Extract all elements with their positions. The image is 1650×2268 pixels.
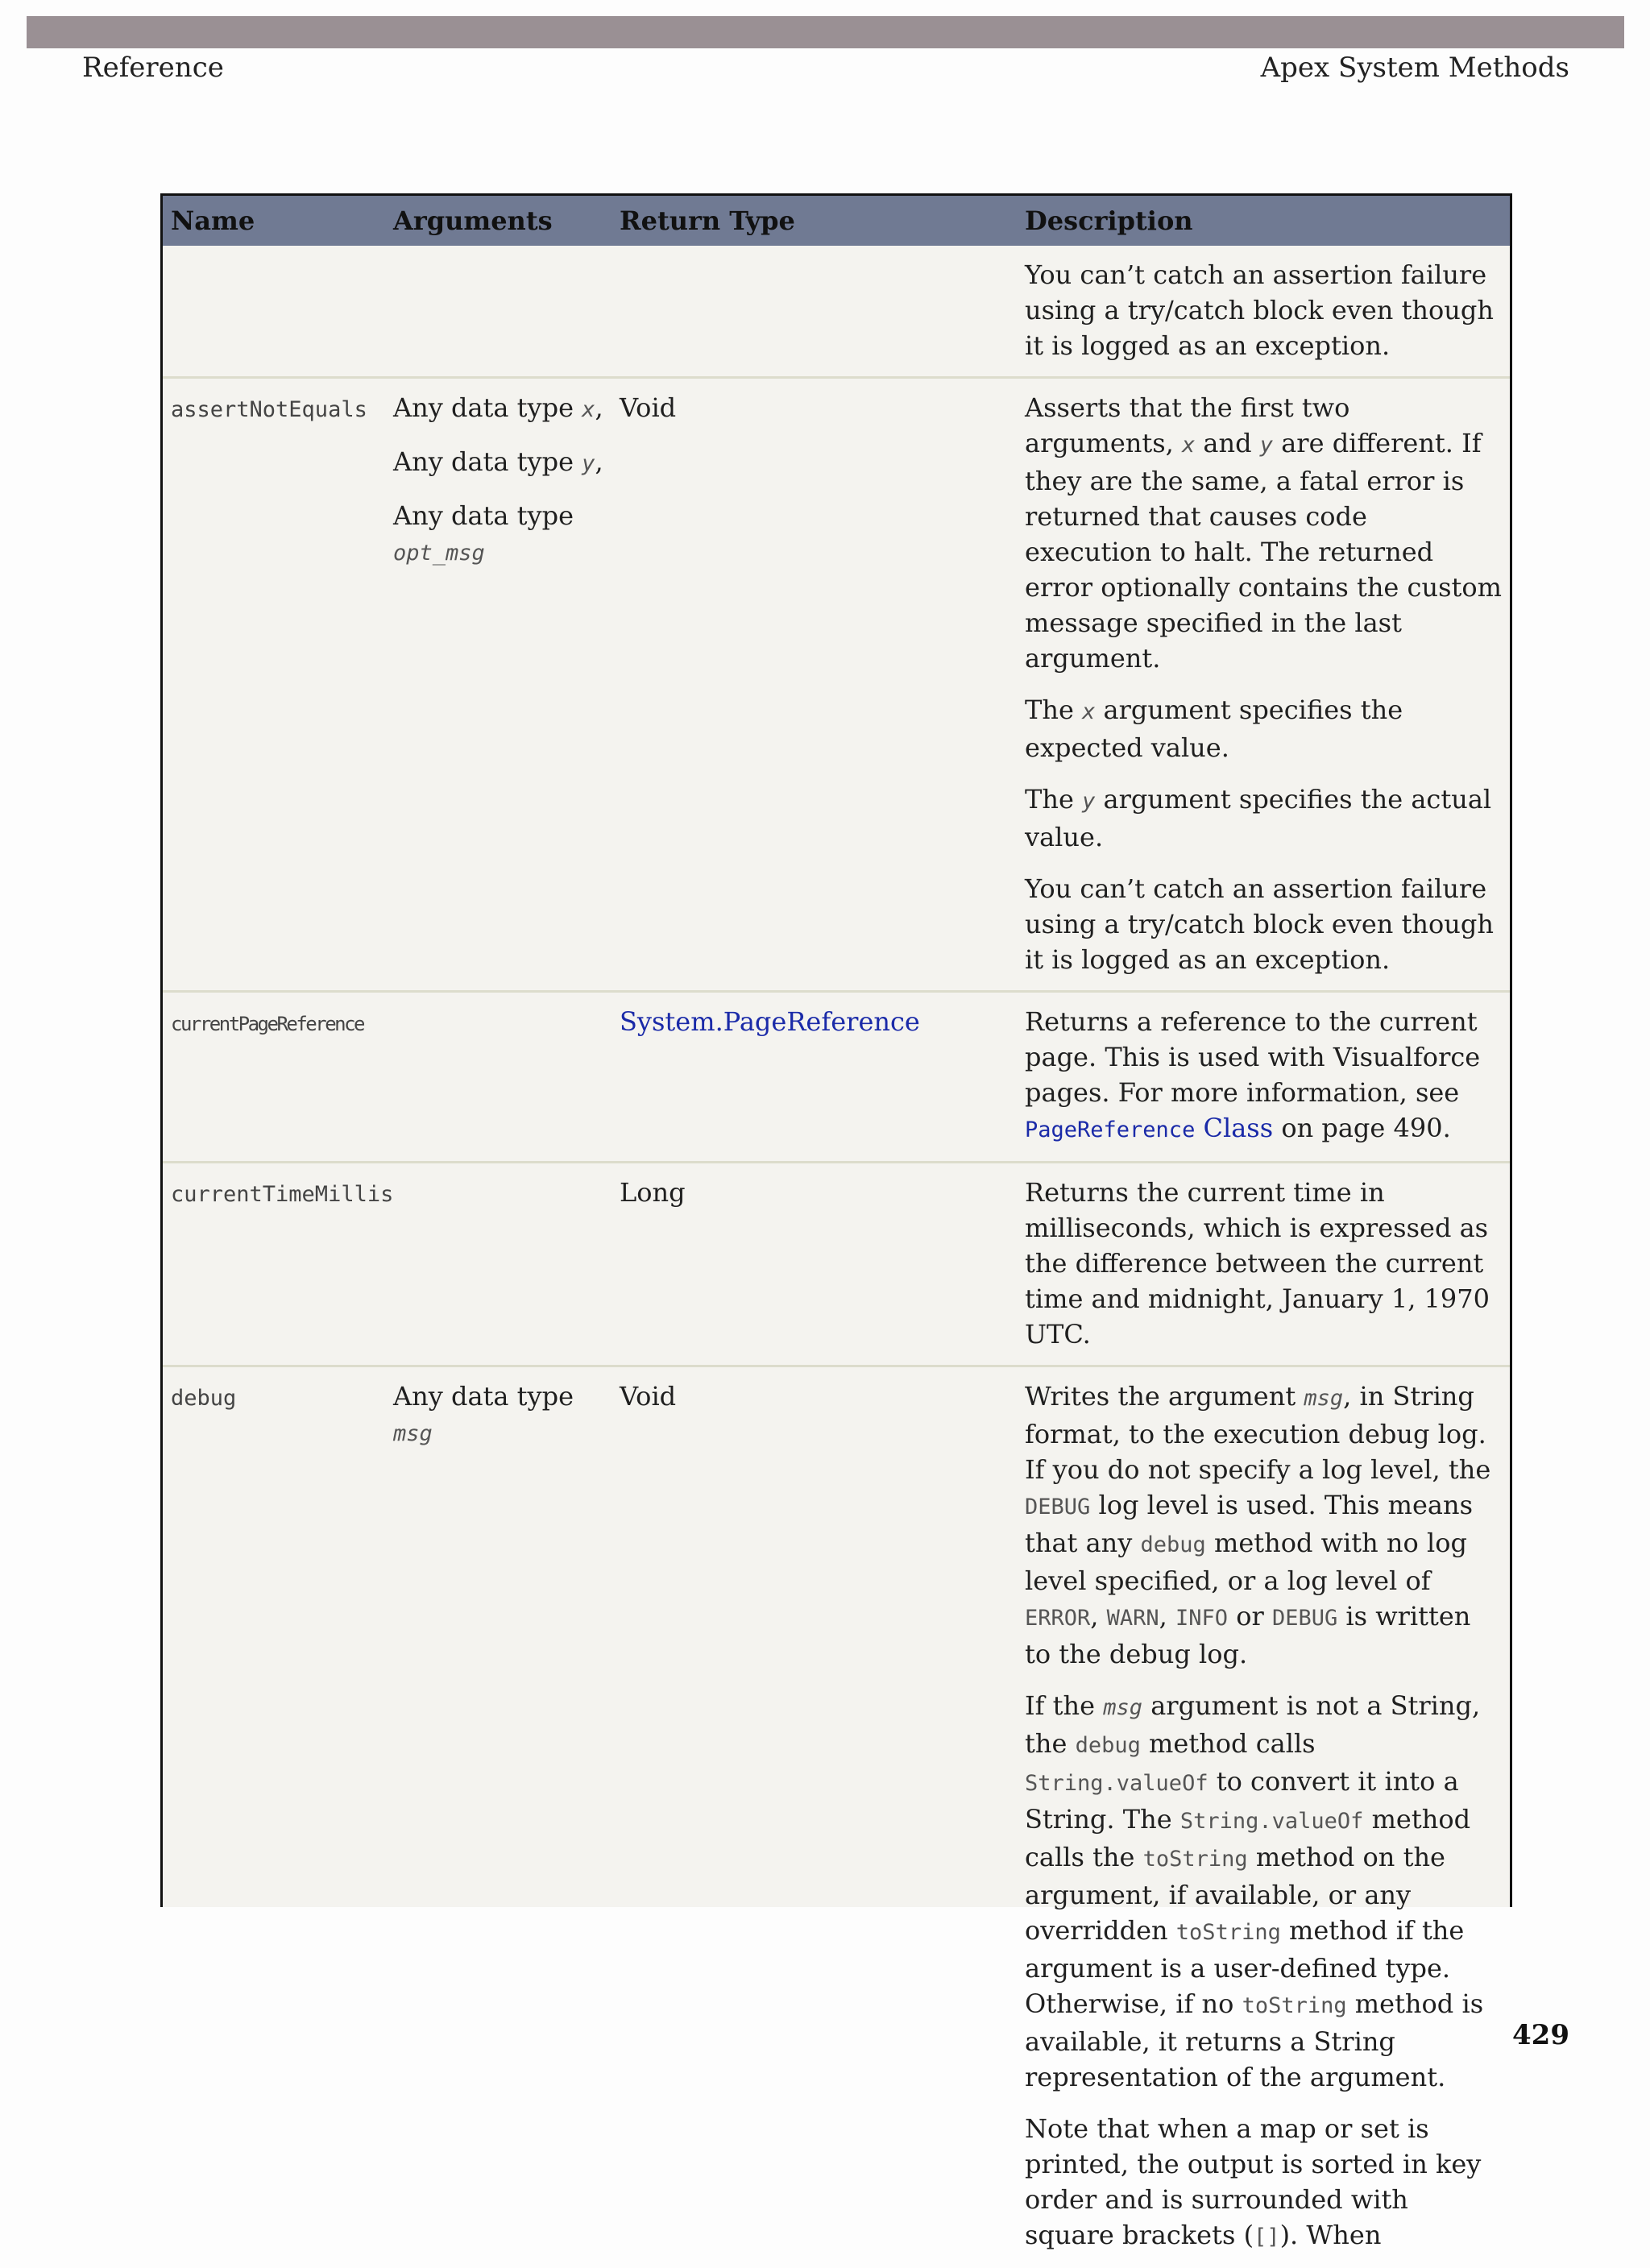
description-paragraph: You can’t catch an assertion failure using a try/catch block even though it is logged as an exception. xyxy=(1025,257,1502,363)
method-arguments xyxy=(385,246,611,378)
column-header-return-type: Return Type xyxy=(611,196,1017,246)
table-row xyxy=(163,1366,1510,2268)
method-description xyxy=(1017,378,1510,992)
table-row xyxy=(163,378,1510,992)
method-name xyxy=(163,992,385,1163)
method-name-text: debug xyxy=(171,1386,236,1411)
method-name-text: currentTimeMillis xyxy=(171,1182,393,1207)
method-return-type xyxy=(611,246,1017,378)
method-arguments xyxy=(385,378,611,992)
header-bar xyxy=(27,16,1624,48)
argument: Any data type x, xyxy=(393,390,603,428)
method-name xyxy=(163,1163,385,1366)
description-paragraph: Asserts that the first two arguments, x and y are different. If they are the same, a fatal error is returned that causes code execution to halt. The returned error optionally contains the custom message specified in the last argument. xyxy=(1025,390,1502,676)
method-arguments xyxy=(385,1366,611,2268)
method-arguments xyxy=(385,1163,611,1366)
description-paragraph: The y argument specifies the actual value. xyxy=(1025,782,1502,855)
method-name xyxy=(163,246,385,378)
page-reference-type-link[interactable]: System.PageReference xyxy=(620,1006,920,1037)
table-row xyxy=(163,1163,1510,1366)
page-reference-class-link[interactable]: PageReference Class xyxy=(1025,1113,1273,1143)
method-name xyxy=(163,1366,385,2268)
column-header-name: Name xyxy=(163,196,385,246)
description-paragraph: The x argument specifies the expected value. xyxy=(1025,692,1502,765)
method-name-text: assertNotEquals xyxy=(171,397,367,422)
description-paragraph: Note that when a map or set is printed, the output is sorted in key order and is surrounded with square brackets ([]). When xyxy=(1025,2111,1502,2255)
method-return-type: Void xyxy=(611,1366,1017,2268)
column-header-description: Description xyxy=(1017,196,1510,246)
description-paragraph: Writes the argument msg, in String format, to the execution debug log. If you do not specify a log level, the DEBUG log level is used. This means that any debug method with no log level specified, or a log level of ERROR, WARN, INFO or DEBUG is written to the debug log. xyxy=(1025,1379,1502,1672)
method-name-text: currentPageReference xyxy=(171,1013,363,1035)
method-name xyxy=(163,378,385,992)
description-paragraph: Returns the current time in milliseconds, which is expressed as the difference between the current time and midnight, January 1, 1970 UTC. xyxy=(1025,1175,1502,1352)
table-header-row xyxy=(163,196,1510,246)
method-arguments xyxy=(385,992,611,1163)
column-header-arguments: Arguments xyxy=(385,196,611,246)
method-description xyxy=(1017,1163,1510,1366)
methods-table xyxy=(160,193,1512,1907)
description-paragraph: If the msg argument is not a String, the debug method calls String.valueOf to convert it into a String. The String.valueOf method calls the toString method on the argument, if available, or any overridden toString method if the argument is a user-defined type. Otherwise, if no toString method is available, it returns a String representation of the argument. xyxy=(1025,1688,1502,2095)
method-return-type: Void xyxy=(611,378,1017,992)
argument: Any data type opt_msg xyxy=(393,498,603,571)
page-number: 429 xyxy=(1512,2019,1569,2051)
table-row xyxy=(163,992,1510,1163)
header-section-title: Reference xyxy=(82,52,224,84)
header-chapter-title: Apex System Methods xyxy=(1261,52,1569,84)
method-return-type xyxy=(611,992,1017,1163)
description-paragraph: Returns a reference to the current page. This is used with Visualforce pages. For more information, see PageReference Class on page 490. xyxy=(1025,1004,1502,1148)
description-paragraph: You can’t catch an assertion failure using a try/catch block even though it is logged as an exception. xyxy=(1025,871,1502,977)
method-description xyxy=(1017,992,1510,1163)
argument: Any data type msg xyxy=(393,1379,603,1452)
argument: Any data type y, xyxy=(393,444,603,482)
method-description xyxy=(1017,246,1510,378)
method-description xyxy=(1017,1366,1510,2268)
method-return-type: Long xyxy=(611,1163,1017,1366)
table-row xyxy=(163,246,1510,378)
